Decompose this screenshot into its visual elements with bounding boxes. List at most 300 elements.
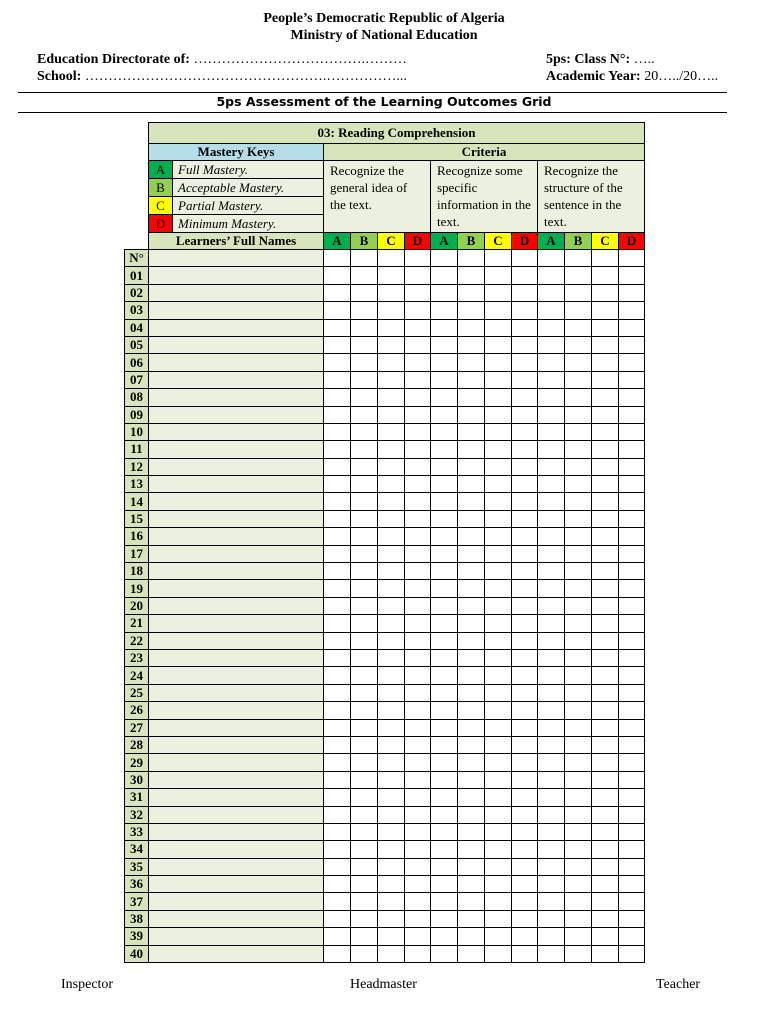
name-cell[interactable] (149, 806, 324, 823)
grade-cell[interactable] (538, 684, 565, 701)
grade-cell[interactable] (405, 806, 431, 823)
grade-cell[interactable] (619, 649, 645, 666)
grade-cell[interactable] (619, 302, 645, 319)
grade-cell[interactable] (405, 841, 431, 858)
grade-cell[interactable] (619, 563, 645, 580)
grade-cell[interactable] (458, 389, 485, 406)
grade-cell[interactable] (431, 876, 458, 893)
grade-cell[interactable] (565, 649, 592, 666)
grade-cell[interactable] (512, 684, 538, 701)
grade-cell[interactable] (431, 354, 458, 371)
grade-cell[interactable] (512, 354, 538, 371)
grade-cell[interactable] (485, 684, 512, 701)
grade-cell[interactable] (592, 267, 619, 284)
grade-cell[interactable] (405, 354, 431, 371)
grade-cell[interactable] (485, 406, 512, 423)
grade-cell[interactable] (324, 371, 351, 388)
grade-cell[interactable] (592, 319, 619, 336)
grade-cell[interactable] (512, 771, 538, 788)
grade-cell[interactable] (378, 928, 405, 945)
grade-cell[interactable] (378, 406, 405, 423)
grade-cell[interactable] (512, 945, 538, 962)
grade-cell[interactable] (485, 597, 512, 614)
grade-cell[interactable] (592, 910, 619, 927)
grade-cell[interactable] (431, 789, 458, 806)
grade-cell[interactable] (485, 876, 512, 893)
grade-cell[interactable] (458, 771, 485, 788)
grade-cell[interactable] (458, 250, 485, 267)
grade-cell[interactable] (405, 597, 431, 614)
grade-cell[interactable] (378, 754, 405, 771)
grade-cell[interactable] (431, 841, 458, 858)
grade-cell[interactable] (565, 841, 592, 858)
grade-cell[interactable] (592, 250, 619, 267)
name-cell[interactable] (149, 423, 324, 440)
name-cell[interactable] (149, 406, 324, 423)
name-cell[interactable] (149, 841, 324, 858)
grade-cell[interactable] (485, 458, 512, 475)
grade-cell[interactable] (324, 789, 351, 806)
grade-cell[interactable] (378, 841, 405, 858)
grade-cell[interactable] (378, 354, 405, 371)
grade-cell[interactable] (458, 719, 485, 736)
grade-cell[interactable] (619, 406, 645, 423)
grade-cell[interactable] (619, 423, 645, 440)
grade-cell[interactable] (538, 476, 565, 493)
grade-cell[interactable] (458, 423, 485, 440)
grade-cell[interactable] (431, 893, 458, 910)
grade-cell[interactable] (592, 510, 619, 527)
grade-cell[interactable] (619, 493, 645, 510)
grade-cell[interactable] (431, 371, 458, 388)
grade-cell[interactable] (485, 441, 512, 458)
grade-cell[interactable] (565, 719, 592, 736)
grade-cell[interactable] (431, 771, 458, 788)
grade-cell[interactable] (324, 319, 351, 336)
grade-cell[interactable] (431, 510, 458, 527)
grade-cell[interactable] (512, 580, 538, 597)
grade-cell[interactable] (351, 371, 378, 388)
grade-cell[interactable] (324, 423, 351, 440)
grade-cell[interactable] (485, 580, 512, 597)
grade-cell[interactable] (565, 632, 592, 649)
grade-cell[interactable] (324, 267, 351, 284)
grade-cell[interactable] (565, 684, 592, 701)
grade-cell[interactable] (458, 858, 485, 875)
grade-cell[interactable] (538, 632, 565, 649)
grade-cell[interactable] (351, 789, 378, 806)
grade-cell[interactable] (592, 841, 619, 858)
grade-cell[interactable] (565, 406, 592, 423)
grade-cell[interactable] (458, 841, 485, 858)
grade-cell[interactable] (431, 823, 458, 840)
grade-cell[interactable] (538, 423, 565, 440)
grade-cell[interactable] (405, 267, 431, 284)
grade-cell[interactable] (485, 354, 512, 371)
grade-cell[interactable] (458, 632, 485, 649)
grade-cell[interactable] (324, 823, 351, 840)
grade-cell[interactable] (485, 806, 512, 823)
grade-cell[interactable] (512, 458, 538, 475)
grade-cell[interactable] (512, 649, 538, 666)
grade-cell[interactable] (378, 423, 405, 440)
grade-cell[interactable] (485, 336, 512, 353)
grade-cell[interactable] (592, 615, 619, 632)
grade-cell[interactable] (324, 302, 351, 319)
grade-cell[interactable] (405, 893, 431, 910)
grade-cell[interactable] (378, 389, 405, 406)
grade-cell[interactable] (565, 528, 592, 545)
grade-cell[interactable] (485, 371, 512, 388)
grade-cell[interactable] (619, 876, 645, 893)
grade-cell[interactable] (351, 841, 378, 858)
grade-cell[interactable] (592, 302, 619, 319)
grade-cell[interactable] (565, 928, 592, 945)
grade-cell[interactable] (431, 284, 458, 301)
name-cell[interactable] (149, 754, 324, 771)
grade-cell[interactable] (592, 354, 619, 371)
grade-cell[interactable] (619, 910, 645, 927)
grade-cell[interactable] (324, 945, 351, 962)
grade-cell[interactable] (592, 649, 619, 666)
grade-cell[interactable] (351, 615, 378, 632)
grade-cell[interactable] (565, 580, 592, 597)
name-cell[interactable] (149, 389, 324, 406)
grade-cell[interactable] (458, 580, 485, 597)
grade-cell[interactable] (405, 284, 431, 301)
grade-cell[interactable] (405, 476, 431, 493)
grade-cell[interactable] (378, 615, 405, 632)
grade-cell[interactable] (565, 806, 592, 823)
grade-cell[interactable] (378, 476, 405, 493)
grade-cell[interactable] (378, 789, 405, 806)
grade-cell[interactable] (565, 458, 592, 475)
grade-cell[interactable] (458, 563, 485, 580)
grade-cell[interactable] (538, 458, 565, 475)
grade-cell[interactable] (405, 493, 431, 510)
grade-cell[interactable] (592, 823, 619, 840)
grade-cell[interactable] (512, 841, 538, 858)
grade-cell[interactable] (485, 945, 512, 962)
grade-cell[interactable] (565, 371, 592, 388)
grade-cell[interactable] (512, 702, 538, 719)
grade-cell[interactable] (431, 684, 458, 701)
name-cell[interactable] (149, 649, 324, 666)
grade-cell[interactable] (485, 893, 512, 910)
grade-cell[interactable] (351, 476, 378, 493)
grade-cell[interactable] (619, 789, 645, 806)
grade-cell[interactable] (324, 649, 351, 666)
grade-cell[interactable] (458, 528, 485, 545)
grade-cell[interactable] (538, 928, 565, 945)
name-cell[interactable] (149, 580, 324, 597)
grade-cell[interactable] (324, 389, 351, 406)
name-cell[interactable] (149, 684, 324, 701)
grade-cell[interactable] (351, 423, 378, 440)
grade-cell[interactable] (324, 458, 351, 475)
grade-cell[interactable] (512, 563, 538, 580)
name-cell[interactable] (149, 789, 324, 806)
name-cell[interactable] (149, 858, 324, 875)
grade-cell[interactable] (538, 649, 565, 666)
grade-cell[interactable] (512, 632, 538, 649)
grade-cell[interactable] (458, 754, 485, 771)
grade-cell[interactable] (324, 476, 351, 493)
name-cell[interactable] (149, 302, 324, 319)
grade-cell[interactable] (458, 702, 485, 719)
grade-cell[interactable] (512, 910, 538, 927)
grade-cell[interactable] (378, 893, 405, 910)
grade-cell[interactable] (324, 563, 351, 580)
grade-cell[interactable] (351, 649, 378, 666)
grade-cell[interactable] (324, 615, 351, 632)
grade-cell[interactable] (485, 528, 512, 545)
grade-cell[interactable] (512, 423, 538, 440)
name-cell[interactable] (149, 615, 324, 632)
name-cell[interactable] (149, 371, 324, 388)
grade-cell[interactable] (512, 667, 538, 684)
name-cell[interactable] (149, 510, 324, 527)
grade-cell[interactable] (378, 684, 405, 701)
grade-cell[interactable] (565, 702, 592, 719)
grade-cell[interactable] (538, 319, 565, 336)
grade-cell[interactable] (405, 754, 431, 771)
grade-cell[interactable] (565, 354, 592, 371)
grade-cell[interactable] (512, 250, 538, 267)
grade-cell[interactable] (619, 371, 645, 388)
grade-cell[interactable] (592, 580, 619, 597)
grade-cell[interactable] (565, 319, 592, 336)
grade-cell[interactable] (485, 476, 512, 493)
grade-cell[interactable] (485, 754, 512, 771)
name-cell[interactable] (149, 928, 324, 945)
grade-cell[interactable] (538, 441, 565, 458)
grade-cell[interactable] (619, 510, 645, 527)
grade-cell[interactable] (458, 458, 485, 475)
grade-cell[interactable] (592, 928, 619, 945)
grade-cell[interactable] (324, 702, 351, 719)
grade-cell[interactable] (324, 336, 351, 353)
grade-cell[interactable] (538, 841, 565, 858)
grade-cell[interactable] (405, 684, 431, 701)
name-cell[interactable] (149, 545, 324, 562)
grade-cell[interactable] (512, 510, 538, 527)
grade-cell[interactable] (324, 406, 351, 423)
grade-cell[interactable] (378, 510, 405, 527)
grade-cell[interactable] (351, 771, 378, 788)
grade-cell[interactable] (351, 702, 378, 719)
grade-cell[interactable] (565, 789, 592, 806)
grade-cell[interactable] (592, 754, 619, 771)
grade-cell[interactable] (458, 476, 485, 493)
grade-cell[interactable] (458, 354, 485, 371)
name-cell[interactable] (149, 528, 324, 545)
grade-cell[interactable] (351, 736, 378, 753)
grade-cell[interactable] (351, 250, 378, 267)
grade-cell[interactable] (512, 371, 538, 388)
grade-cell[interactable] (324, 597, 351, 614)
grade-cell[interactable] (485, 563, 512, 580)
grade-cell[interactable] (405, 371, 431, 388)
grade-cell[interactable] (431, 476, 458, 493)
grade-cell[interactable] (619, 441, 645, 458)
grade-cell[interactable] (565, 597, 592, 614)
grade-cell[interactable] (592, 336, 619, 353)
grade-cell[interactable] (351, 597, 378, 614)
grade-cell[interactable] (351, 406, 378, 423)
grade-cell[interactable] (565, 250, 592, 267)
grade-cell[interactable] (405, 928, 431, 945)
grade-cell[interactable] (405, 423, 431, 440)
grade-cell[interactable] (351, 893, 378, 910)
grade-cell[interactable] (538, 771, 565, 788)
grade-cell[interactable] (378, 493, 405, 510)
grade-cell[interactable] (351, 336, 378, 353)
grade-cell[interactable] (538, 267, 565, 284)
grade-cell[interactable] (324, 719, 351, 736)
grade-cell[interactable] (378, 910, 405, 927)
name-cell[interactable] (149, 876, 324, 893)
grade-cell[interactable] (324, 250, 351, 267)
grade-cell[interactable] (538, 510, 565, 527)
grade-cell[interactable] (512, 267, 538, 284)
grade-cell[interactable] (565, 876, 592, 893)
grade-cell[interactable] (619, 336, 645, 353)
grade-cell[interactable] (512, 893, 538, 910)
grade-cell[interactable] (592, 441, 619, 458)
grade-cell[interactable] (458, 910, 485, 927)
grade-cell[interactable] (565, 389, 592, 406)
grade-cell[interactable] (351, 545, 378, 562)
grade-cell[interactable] (431, 597, 458, 614)
grade-cell[interactable] (405, 649, 431, 666)
grade-cell[interactable] (485, 649, 512, 666)
grade-cell[interactable] (485, 632, 512, 649)
name-cell[interactable] (149, 736, 324, 753)
grade-cell[interactable] (565, 423, 592, 440)
grade-cell[interactable] (565, 441, 592, 458)
grade-cell[interactable] (431, 406, 458, 423)
grade-cell[interactable] (592, 719, 619, 736)
name-cell[interactable] (149, 267, 324, 284)
grade-cell[interactable] (405, 580, 431, 597)
grade-cell[interactable] (592, 806, 619, 823)
grade-cell[interactable] (324, 806, 351, 823)
name-cell[interactable] (149, 719, 324, 736)
grade-cell[interactable] (351, 528, 378, 545)
grade-cell[interactable] (565, 493, 592, 510)
grade-cell[interactable] (538, 719, 565, 736)
grade-cell[interactable] (351, 684, 378, 701)
grade-cell[interactable] (324, 841, 351, 858)
name-cell[interactable] (149, 319, 324, 336)
grade-cell[interactable] (512, 876, 538, 893)
grade-cell[interactable] (378, 319, 405, 336)
grade-cell[interactable] (565, 736, 592, 753)
grade-cell[interactable] (405, 945, 431, 962)
grade-cell[interactable] (458, 649, 485, 666)
grade-cell[interactable] (351, 441, 378, 458)
grade-cell[interactable] (405, 458, 431, 475)
grade-cell[interactable] (378, 771, 405, 788)
grade-cell[interactable] (324, 284, 351, 301)
grade-cell[interactable] (458, 893, 485, 910)
grade-cell[interactable] (485, 267, 512, 284)
grade-cell[interactable] (485, 910, 512, 927)
grade-cell[interactable] (405, 823, 431, 840)
grade-cell[interactable] (458, 736, 485, 753)
grade-cell[interactable] (538, 545, 565, 562)
grade-cell[interactable] (378, 284, 405, 301)
grade-cell[interactable] (431, 423, 458, 440)
grade-cell[interactable] (378, 441, 405, 458)
grade-cell[interactable] (512, 597, 538, 614)
grade-cell[interactable] (351, 284, 378, 301)
grade-cell[interactable] (405, 615, 431, 632)
grade-cell[interactable] (378, 528, 405, 545)
grade-cell[interactable] (592, 528, 619, 545)
grade-cell[interactable] (324, 493, 351, 510)
grade-cell[interactable] (351, 632, 378, 649)
grade-cell[interactable] (405, 510, 431, 527)
grade-cell[interactable] (485, 545, 512, 562)
grade-cell[interactable] (431, 267, 458, 284)
grade-cell[interactable] (565, 771, 592, 788)
grade-cell[interactable] (351, 510, 378, 527)
grade-cell[interactable] (351, 563, 378, 580)
grade-cell[interactable] (512, 719, 538, 736)
grade-cell[interactable] (485, 284, 512, 301)
name-cell[interactable] (149, 597, 324, 614)
grade-cell[interactable] (485, 510, 512, 527)
grade-cell[interactable] (405, 789, 431, 806)
grade-cell[interactable] (538, 858, 565, 875)
grade-cell[interactable] (565, 754, 592, 771)
grade-cell[interactable] (538, 336, 565, 353)
grade-cell[interactable] (565, 858, 592, 875)
grade-cell[interactable] (405, 667, 431, 684)
name-cell[interactable] (149, 284, 324, 301)
grade-cell[interactable] (431, 319, 458, 336)
name-cell[interactable] (149, 354, 324, 371)
grade-cell[interactable] (378, 545, 405, 562)
grade-cell[interactable] (458, 806, 485, 823)
grade-cell[interactable] (324, 545, 351, 562)
grade-cell[interactable] (324, 354, 351, 371)
name-cell[interactable] (149, 667, 324, 684)
grade-cell[interactable] (351, 806, 378, 823)
grade-cell[interactable] (538, 754, 565, 771)
name-cell[interactable] (149, 476, 324, 493)
grade-cell[interactable] (485, 302, 512, 319)
grade-cell[interactable] (405, 702, 431, 719)
grade-cell[interactable] (351, 754, 378, 771)
grade-cell[interactable] (431, 441, 458, 458)
grade-cell[interactable] (538, 580, 565, 597)
grade-cell[interactable] (351, 302, 378, 319)
grade-cell[interactable] (351, 858, 378, 875)
grade-cell[interactable] (324, 632, 351, 649)
grade-cell[interactable] (458, 789, 485, 806)
grade-cell[interactable] (592, 667, 619, 684)
grade-cell[interactable] (592, 406, 619, 423)
grade-cell[interactable] (378, 580, 405, 597)
grade-cell[interactable] (485, 493, 512, 510)
grade-cell[interactable] (565, 476, 592, 493)
grade-cell[interactable] (512, 336, 538, 353)
grade-cell[interactable] (512, 284, 538, 301)
grade-cell[interactable] (592, 789, 619, 806)
